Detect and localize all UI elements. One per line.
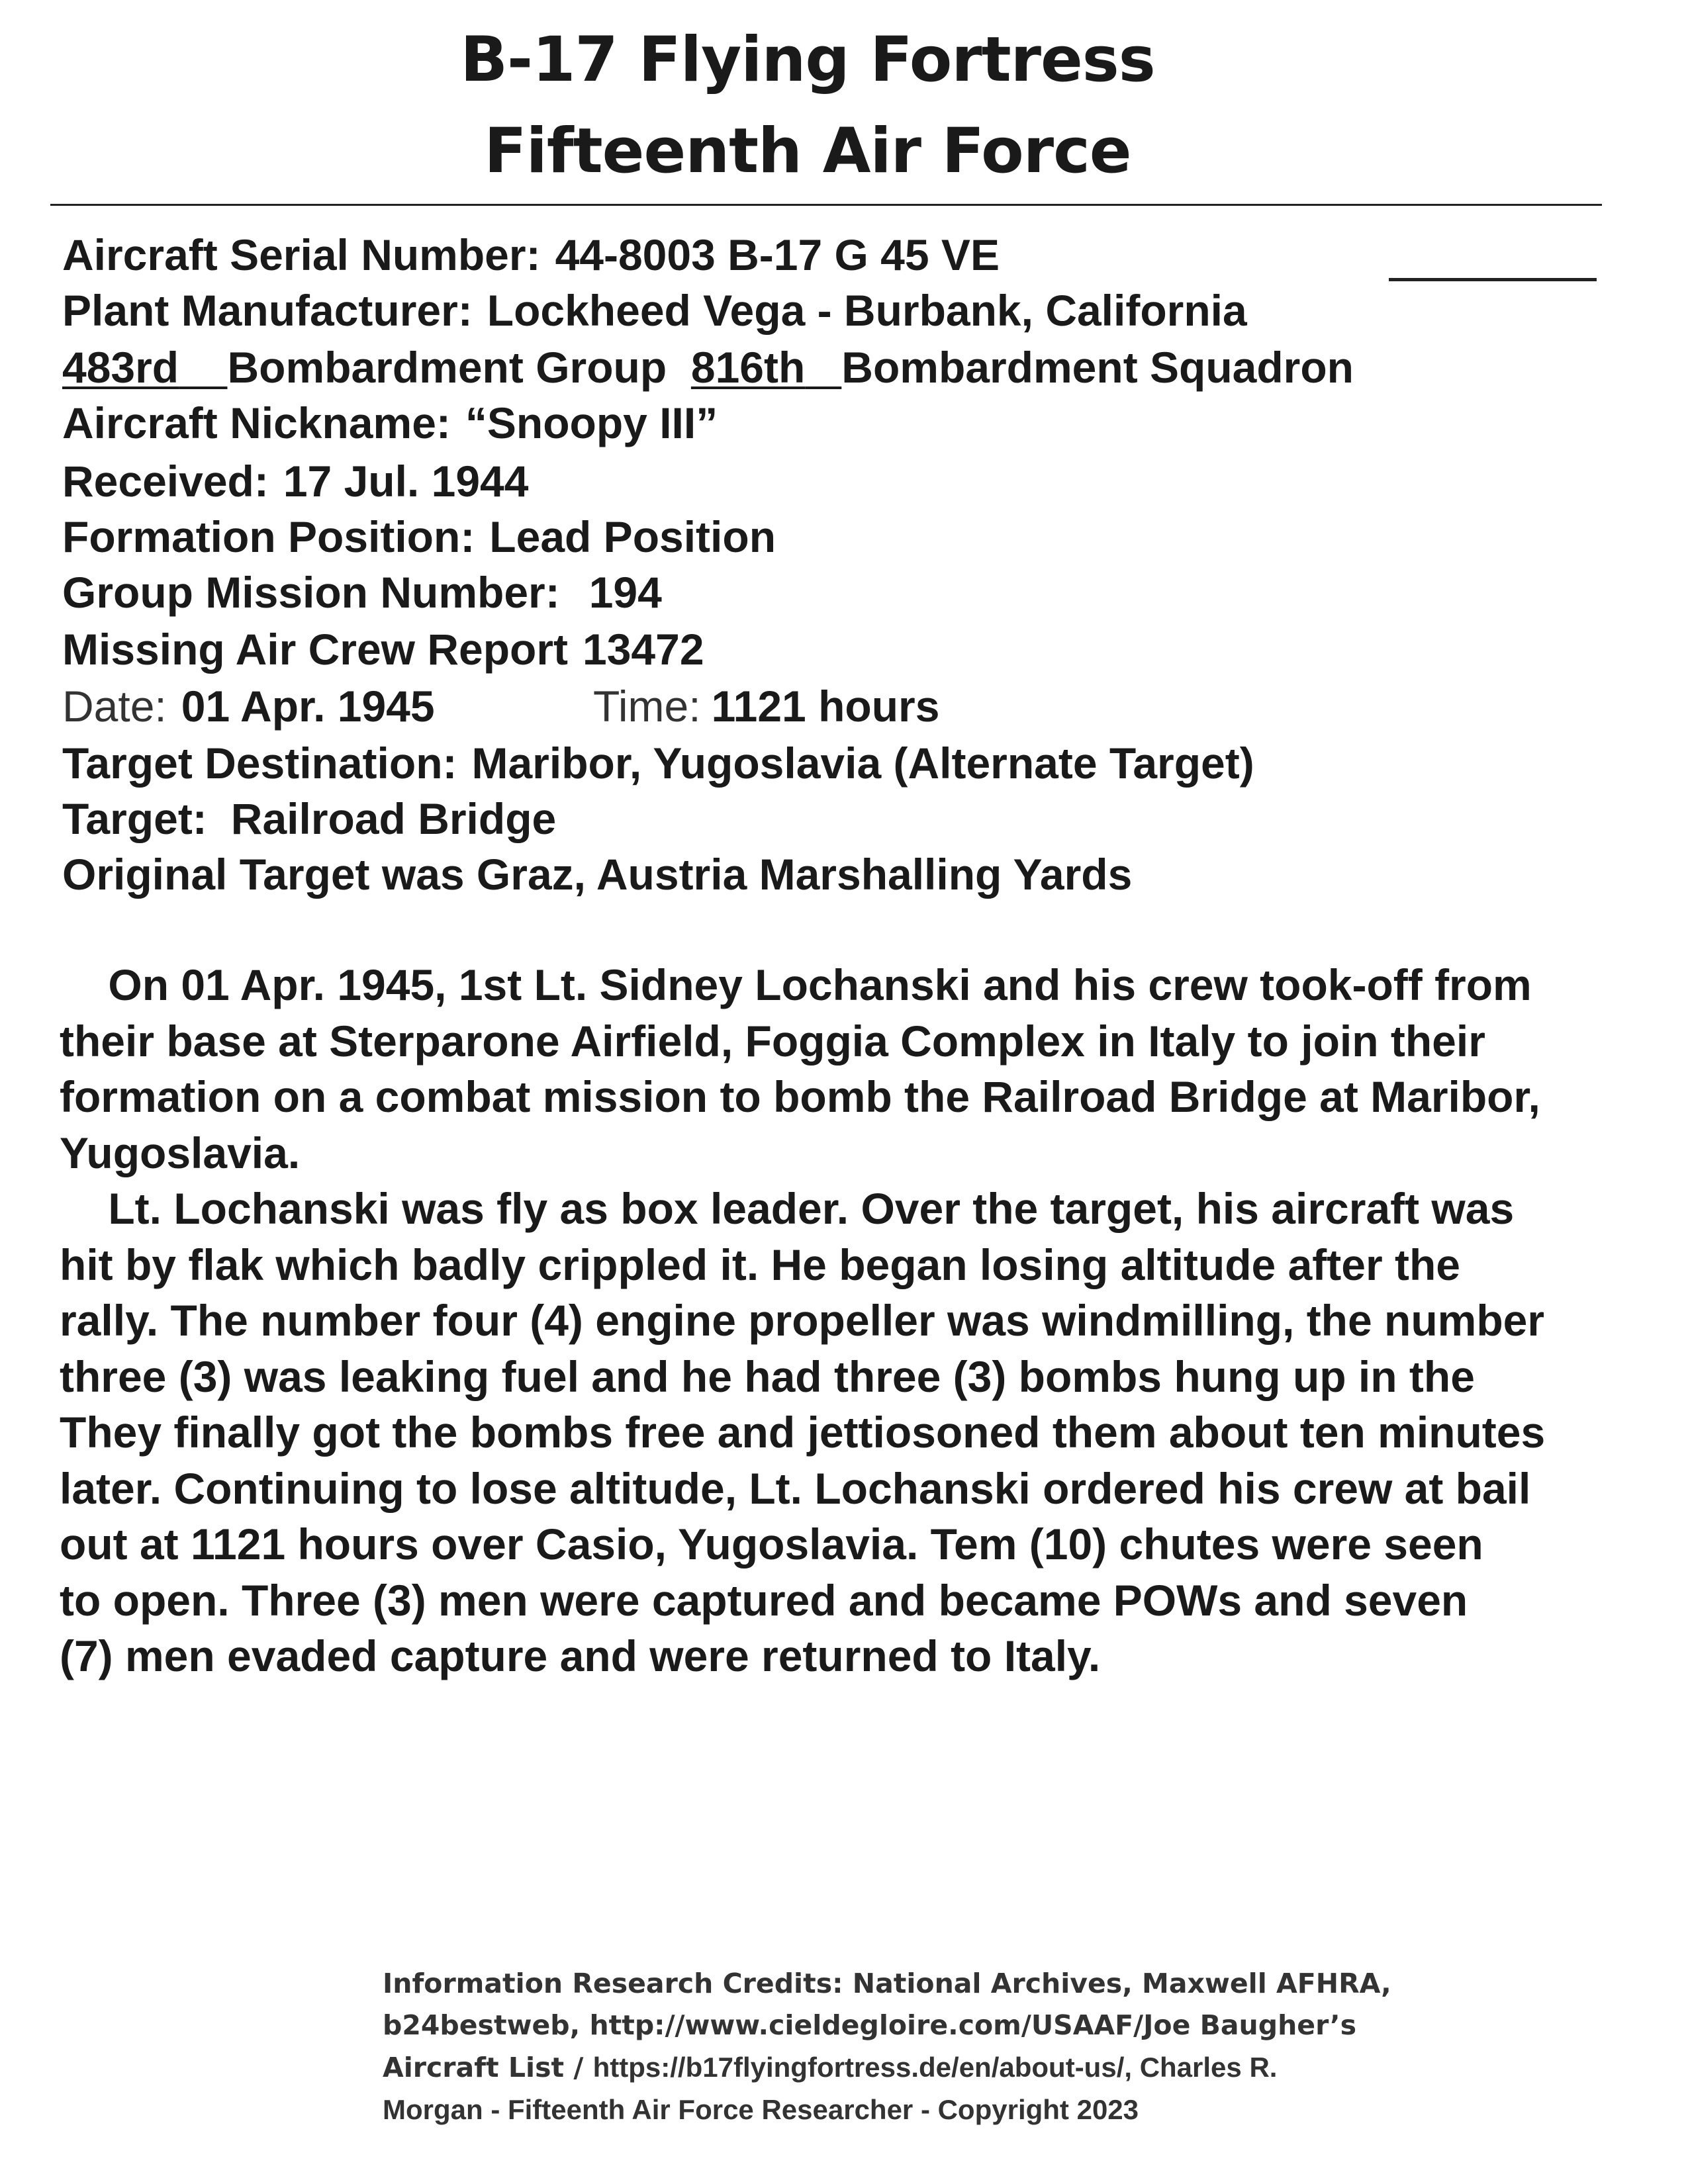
narrative-line: They finally got the bombs free and jettiosoned them about ten minutes: [60, 1408, 1546, 1457]
narrative-line: On 01 Apr. 1945, 1st Lt. Sidney Lochanski and his crew took-off from: [108, 960, 1532, 1009]
narrative-line: Yugoslavia.: [60, 1128, 301, 1177]
serial-value: 44-8003 B-17 G 45 VE: [555, 230, 1000, 279]
narrative-line: formation on a combat mission to bomb the Railroad Bridge at Maribor,: [60, 1072, 1540, 1121]
group-number: 483rd: [62, 343, 179, 392]
narrative-line: rally. The number four (4) engine propeller was windmilling, the number: [60, 1296, 1545, 1345]
squadron-number: 816th: [690, 343, 806, 392]
time-label: Time:: [593, 682, 701, 731]
received-label: Received:: [62, 457, 269, 506]
macr-value: 13472: [583, 625, 704, 674]
narrative-line: hit by flak which badly crippled it. He began losing altitude after the: [60, 1240, 1460, 1289]
narrative-line: to open. Three (3) men were captured and became POWs and seven: [60, 1575, 1468, 1625]
received-row: [62, 457, 529, 506]
narrative-line: their base at Sterparone Airfield, Foggia Complex in Italy to join their: [60, 1016, 1485, 1066]
narrative-line: (7) men evaded capture and were returned to Italy.: [60, 1631, 1101, 1680]
mission-value: 194: [588, 568, 662, 617]
research-credits: [383, 1963, 1391, 2130]
date-label: Date:: [62, 682, 167, 731]
title-divider: [50, 204, 1602, 206]
plant-row: [62, 286, 1247, 335]
nickname-label: Aircraft Nickname:: [62, 398, 451, 447]
nickname-value: “Snoopy III”: [465, 398, 718, 447]
target-label: Target:: [62, 794, 207, 843]
nickname-row: [62, 398, 718, 447]
narrative-line: out at 1121 hours over Casio, Yugoslavia. Tem (10) chutes were seen: [60, 1520, 1483, 1569]
formation-row: [62, 512, 776, 561]
destination-label: Target Destination:: [62, 739, 457, 788]
date-time-row: [62, 682, 435, 731]
original-target: Original Target was Graz, Austria Marshalling Yards: [62, 850, 1133, 899]
narrative-line: three (3) was leaking fuel and he had three (3) bombs hung up in the: [60, 1351, 1475, 1401]
macr-label: Missing Air Crew Report: [62, 625, 568, 674]
formation-label: Formation Position:: [62, 512, 475, 561]
credits-line: b24bestweb, http://www.cieldegloire.com/USAAF/Joe Baugher’s: [383, 2009, 1357, 2041]
group-label: Bombardment Group: [227, 343, 667, 392]
formation-value: Lead Position: [489, 512, 776, 561]
unit-row: [62, 343, 1354, 392]
narrative: [60, 957, 1675, 1684]
received-value: 17 Jul. 1944: [283, 457, 529, 506]
target-value: Railroad Bridge: [230, 794, 557, 843]
plant-value: Lockheed Vega - Burbank, California: [487, 286, 1247, 335]
serial-blank-line: [1389, 244, 1597, 281]
credits-line: Aircraft List / https://b17flyingfortress.de/en/about-us/, Charles R.: [383, 2052, 1278, 2083]
title-line-1: B-17 Flying Fortress: [460, 24, 1155, 96]
time-cell: [593, 682, 940, 731]
title-line-2: Fifteenth Air Force: [484, 115, 1131, 187]
narrative-line: later. Continuing to lose altitude, Lt. Lochanski ordered his crew at bail: [60, 1463, 1531, 1513]
macr-row: [62, 625, 704, 674]
mission-label: Group Mission Number:: [62, 568, 560, 617]
serial-row: [62, 230, 1000, 279]
target-row: [62, 794, 557, 843]
time-value: 1121 hours: [711, 682, 940, 731]
credits-line: Information Research Credits: National Archives, Maxwell AFHRA,: [383, 1968, 1391, 1999]
date-value: 01 Apr. 1945: [181, 682, 435, 731]
credits-line: Morgan - Fifteenth Air Force Researcher - Copyright 2023: [383, 2094, 1139, 2125]
squadron-label: Bombardment Squadron: [841, 343, 1354, 392]
destination-row: [62, 739, 1254, 788]
narrative-line: Lt. Lochanski was fly as box leader. Over the target, his aircraft was: [108, 1184, 1515, 1233]
serial-label: Aircraft Serial Number:: [62, 230, 541, 279]
mission-row: [62, 568, 662, 617]
destination-value: Maribor, Yugoslavia (Alternate Target): [471, 739, 1254, 788]
plant-label: Plant Manufacturer:: [62, 286, 473, 335]
